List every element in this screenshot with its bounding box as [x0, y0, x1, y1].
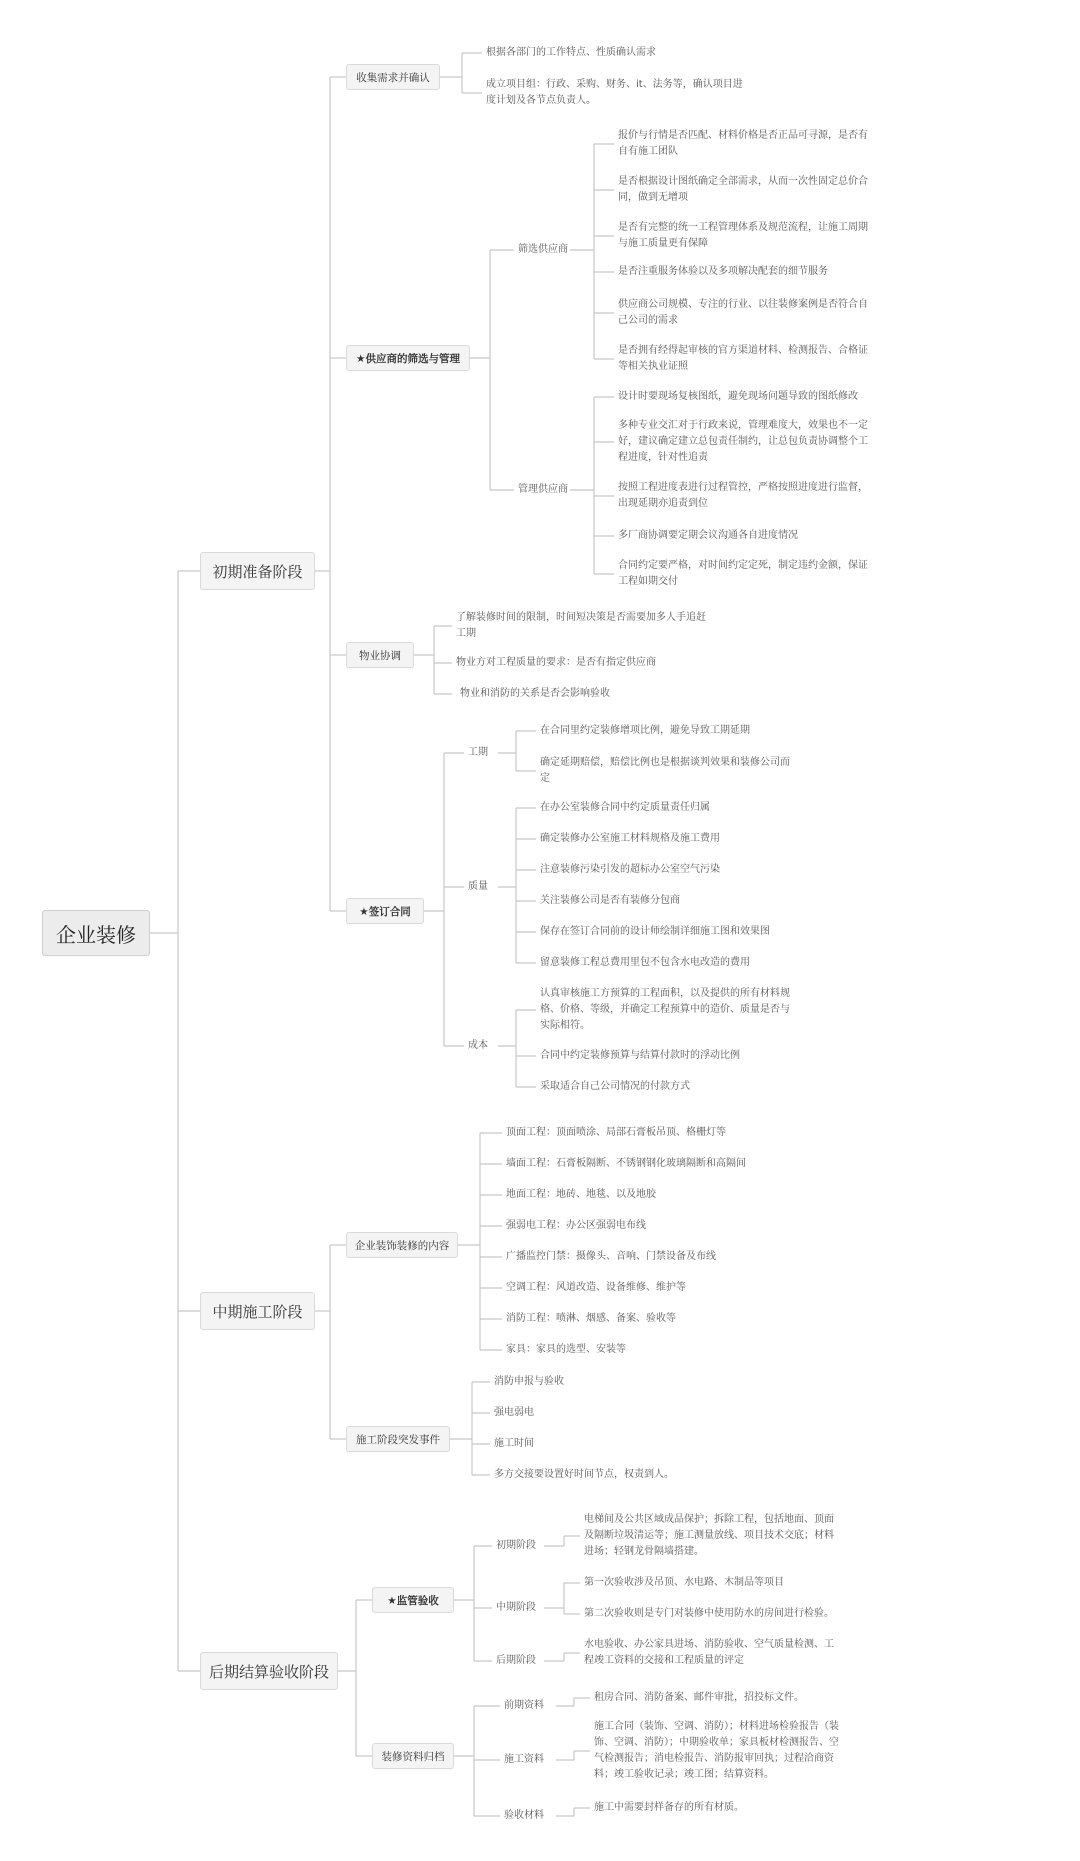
leaf-text: 确定装修办公室施工材料规格及施工费用	[540, 833, 720, 844]
sub-construction-documents[interactable]: 施工资料	[504, 1754, 544, 1765]
leaf-text: 确定延期赔偿，赔偿比例也是根据谈判效果和装修公司而定	[540, 757, 790, 784]
leaf-text: 采取适合自己公司情况的付款方式	[540, 1081, 690, 1092]
sub-early-phase[interactable]: 初期阶段	[496, 1540, 536, 1551]
leaf-text: 认真审核施工方预算的工程面积，以及提供的所有材料规格、价格、等级，并确定工程预算中的造价、质量是否与实际相符。	[540, 988, 790, 1031]
leaf-text: 广播监控门禁：摄像头、音响、门禁设备及布线	[506, 1251, 716, 1262]
sub-pre-documents[interactable]: 前期资料	[504, 1700, 544, 1711]
leaf-text: 报价与行情是否匹配、材料价格是否正品可寻源，是否有自有施工团队	[618, 130, 868, 157]
stage-final-acceptance[interactable]: 后期结算验收阶段	[200, 1652, 338, 1690]
leaf-text: 是否注重服务体验以及多项解决配套的细节服务	[618, 266, 828, 277]
leaf-text: 合同中约定装修预算与结算付款时的浮动比例	[540, 1050, 740, 1061]
leaf-text: 空调工程：风道改造、设备维修、维护等	[506, 1282, 686, 1293]
leaf-text: 家具：家具的选型、安装等	[506, 1344, 626, 1355]
stage-initial-preparation[interactable]: 初期准备阶段	[200, 552, 315, 590]
leaf-text: 强电弱电	[494, 1407, 534, 1418]
leaf-text: 多种专业交汇对于行政来说，管理难度大，效果也不一定好，建议确定建立总包责任制约，让总包负责协调整个工程进度，针对性追责	[618, 420, 868, 463]
topic-decoration-content[interactable]: 企业装饰装修的内容	[346, 1232, 458, 1258]
leaf-text: 电梯间及公共区域成品保护；拆除工程，包括地面、顶面及隔断垃圾清运等；施工测量放线、项目技术交底；材料进场；轻钢龙骨隔墙搭建。	[584, 1514, 834, 1557]
leaf-text: 第二次验收则是专门对装修中使用防水的房间进行检验。	[584, 1608, 834, 1619]
leaf-text: 物业和消防的关系是否会影响验收	[460, 688, 610, 699]
leaf-text: 在合同里约定装修增项比例，避免导致工期延期	[540, 725, 750, 736]
sub-acceptance-materials[interactable]: 验收材料	[504, 1810, 544, 1821]
leaf-text: 是否根据设计图纸确定全部需求，从而一次性固定总价合同，做到无增项	[618, 176, 868, 203]
sub-contract-quality[interactable]: 质量	[468, 881, 488, 892]
leaf-text: 设计时要现场复核图纸，避免现场问题导致的图纸修改	[618, 391, 858, 402]
leaf-text: 租房合同、消防备案、邮件审批，招投标文件。	[594, 1692, 804, 1703]
leaf-text: 施工合同（装饰、空调、消防）；材料进场检验报告（装饰、空调、消防）；中期验收单；家具板材检测报告、空气检测报告；消电检报告、消防报审回执；过程洽商资料；竣工验收记录；竣工图；结算资料。	[594, 1721, 839, 1780]
sub-contract-cost[interactable]: 成本	[468, 1040, 488, 1051]
leaf-text: 多方交接要设置好时间节点，权责到人。	[494, 1469, 674, 1480]
leaf-text: 是否有完整的统一工程管理体系及规范流程，让施工周期与施工质量更有保障	[618, 222, 868, 249]
sub-select-supplier[interactable]: 筛选供应商	[518, 244, 568, 255]
leaf-text: 顶面工程：顶面喷涂、局部石膏板吊顶、格栅灯等	[506, 1127, 726, 1138]
leaf-text: 注意装修污染引发的超标办公室空气污染	[540, 864, 720, 875]
leaf-text: 成立项目组：行政、采购、财务、it、法务等，确认项目进度计划及各节点负责人。	[486, 79, 743, 106]
leaf-text: 在办公室装修合同中约定质量责任归属	[540, 802, 710, 813]
leaf-text: 施工时间	[494, 1438, 534, 1449]
leaf-text: 墙面工程：石膏板隔断、不锈钢钢化玻璃隔断和高隔间	[506, 1158, 746, 1169]
topic-collect-requirements[interactable]: 收集需求并确认	[346, 64, 440, 90]
leaf-text: 合同约定要严格，对时间约定定死，制定违约金额，保证工程如期交付	[618, 560, 868, 587]
topic-supplier-management[interactable]: ★供应商的筛选与管理	[346, 345, 470, 371]
leaf-text: 按照工程进度表进行过程管控，严格按照进度进行监督，出现延期亦追责到位	[618, 482, 868, 509]
leaf-text: 物业方对工程质量的要求：是否有指定供应商	[456, 657, 656, 668]
sub-mid-phase[interactable]: 中期阶段	[496, 1602, 536, 1613]
sub-manage-supplier[interactable]: 管理供应商	[518, 484, 568, 495]
stage-mid-construction[interactable]: 中期施工阶段	[200, 1292, 315, 1330]
leaf-text: 关注装修公司是否有装修分包商	[540, 895, 680, 906]
topic-construction-emergencies[interactable]: 施工阶段突发事件	[346, 1426, 450, 1452]
topic-property-coordination[interactable]: 物业协调	[346, 642, 414, 668]
sub-late-phase[interactable]: 后期阶段	[496, 1655, 536, 1666]
root-node[interactable]: 企业装修	[42, 910, 150, 956]
leaf-text: 供应商公司规模、专注的行业、以往装修案例是否符合自己公司的需求	[618, 299, 868, 326]
leaf-text: 强弱电工程：办公区强弱电布线	[506, 1220, 646, 1231]
topic-supervision-acceptance[interactable]: ★监管验收	[372, 1587, 454, 1613]
leaf-text: 根据各部门的工作特点、性质确认需求	[486, 47, 656, 58]
leaf-text: 保存在签订合同前的设计师绘制详细施工图和效果图	[540, 926, 770, 937]
leaf-text: 留意装修工程总费用里包不包含水电改造的费用	[540, 957, 750, 968]
leaf-text: 水电验收、办公家具进场、消防验收、空气质量检测、工程竣工资料的交接和工程质量的评定	[584, 1639, 834, 1666]
topic-documentation-archive[interactable]: 装修资料归档	[372, 1743, 454, 1769]
leaf-text: 是否拥有经得起审核的官方渠道材料、检测报告、合格证等相关执业证照	[618, 345, 868, 372]
leaf-text: 了解装修时间的限制，时间短决策是否需要加多人手追赶工期	[456, 612, 706, 639]
leaf-text: 多厂商协调要定期会议沟通各自进度情况	[618, 530, 798, 541]
leaf-text: 消防工程：喷淋、烟感、备案、验收等	[506, 1313, 676, 1324]
leaf-text: 地面工程：地砖、地毯、以及地胶	[506, 1189, 656, 1200]
leaf-text: 施工中需要封样备存的所有材质。	[594, 1802, 744, 1813]
sub-contract-period[interactable]: 工期	[468, 747, 488, 758]
leaf-text: 消防申报与验收	[494, 1376, 564, 1387]
topic-sign-contract[interactable]: ★签订合同	[346, 898, 424, 924]
leaf-text: 第一次验收涉及吊顶、水电路、木制品等项目	[584, 1577, 784, 1588]
